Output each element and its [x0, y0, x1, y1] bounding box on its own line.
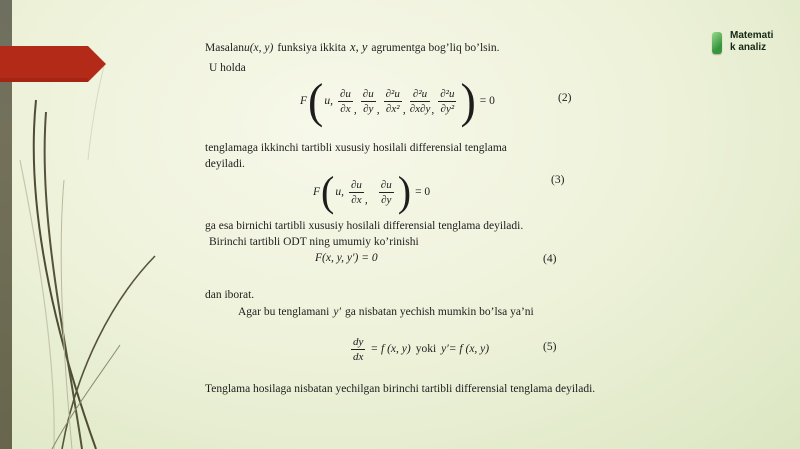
formula5-frac-dydx: $\frac{dy}{dx}$: [353, 335, 364, 363]
intro-sentence: [205, 40, 499, 55]
badge-title-line1: Matemati: [730, 30, 774, 41]
comma: ,: [431, 104, 435, 116]
odt-general-form-text: Birinchi tartibli ODT ning umumiy ko’rinishi: [209, 236, 419, 248]
formula2-frac-dudy: $\frac{\partial u}{\partial y}$: [362, 87, 374, 115]
formula4-body: F(x, y, y′) = 0: [315, 252, 378, 264]
green-book-icon: [712, 32, 722, 54]
intro-pre: Masalan: [205, 42, 244, 54]
closing-definition: Tenglama hosilaga nisbatan yechilgan birinchi tartibli differensial tenglama deyiladi.: [205, 383, 596, 395]
formula3-arg-u: u,: [335, 186, 344, 198]
second-order-definition: tenglamaga ikkinchi tartibli xususiy hosilali differensial tenglama deyiladi.: [205, 142, 507, 170]
formula-4: [315, 252, 378, 264]
formula5-eq1: = f (x, y): [370, 343, 411, 355]
first-order-pde-definition: ga esa birnichi tartibli xususiy hosilali differensial tenglama deyiladi.: [205, 220, 524, 232]
intro-math-xy: x, y: [350, 40, 368, 54]
badge-title-line2: k analiz: [730, 41, 767, 53]
comma: ,: [364, 194, 368, 206]
formula2-arg-u: u,: [324, 95, 333, 107]
formula2-rhs: = 0: [479, 95, 495, 107]
equation-number-5: (5): [543, 341, 557, 353]
agar-sentence: Agar bu tenglamani y′ ga nisbatan yechish mumkin bo’lsa ya’ni: [238, 306, 534, 318]
equation-number-2: (2): [558, 92, 572, 104]
dan-iborat-text: dan iborat.: [205, 289, 255, 301]
formula2-frac-dudx: $\frac{\partial u}{\partial x}$: [339, 87, 351, 115]
formula2-frac-d2udy2: $\frac{\text{∂²u}}{\text{∂y²}}$: [440, 87, 455, 115]
formula5-yoki: yoki: [415, 343, 437, 355]
formula2-frac-d2udxdy: $\frac{\text{∂²u}}{\partial x\partial y}$: [409, 87, 431, 115]
u-holda-text: U holda: [209, 62, 246, 74]
grass-decoration: [0, 60, 175, 449]
formula-2: F ( u, $\frac{\partial u}{\partial x}$ , $\frac{\partial u}{\partial y}$ , $\frac{\text{∂²u}}{\text{∂x²}}$ , $\frac{\text{∂²u}}{\partial x\partial y}$ , $\frac{\text{∂²u}}{\text{∂y²}}$ ) = 0: [300, 73, 495, 128]
formula3-rhs: = 0: [415, 186, 431, 198]
course-badge: [712, 30, 773, 54]
formula3-func: F: [313, 186, 321, 198]
intro-mid: funksiya ikkita: [277, 42, 347, 54]
formula2-frac-d2udx2: $\frac{\text{∂²u}}{\text{∂x²}}$: [385, 87, 400, 115]
comma: ,: [353, 104, 357, 116]
intro-post: agrumentga bog’liq bo’lsin.: [371, 42, 500, 54]
formula2-func: F: [300, 95, 308, 107]
formula-5: [348, 333, 491, 365]
comma: ,: [402, 104, 406, 116]
badge-title: [730, 30, 773, 53]
formula3-frac-dudy: $\frac{\partial u}{\partial y}$: [380, 178, 392, 206]
intro-math-u: u(x, y): [243, 42, 274, 54]
y-prime-symbol: y′: [333, 306, 341, 318]
equation-number-3: (3): [551, 174, 565, 186]
red-arrow-decoration: [0, 44, 110, 84]
comma: ,: [376, 104, 380, 116]
formula5-eq2: y′= f (x, y): [441, 343, 490, 355]
equation-number-4: (4): [543, 253, 557, 265]
formula3-frac-dudx: $\frac{\partial u}{\partial x}$: [350, 178, 362, 206]
formula-3: F ( u, $\frac{\partial u}{\partial x}$ , $\frac{\partial u}{\partial y}$ ) = 0: [313, 167, 431, 216]
